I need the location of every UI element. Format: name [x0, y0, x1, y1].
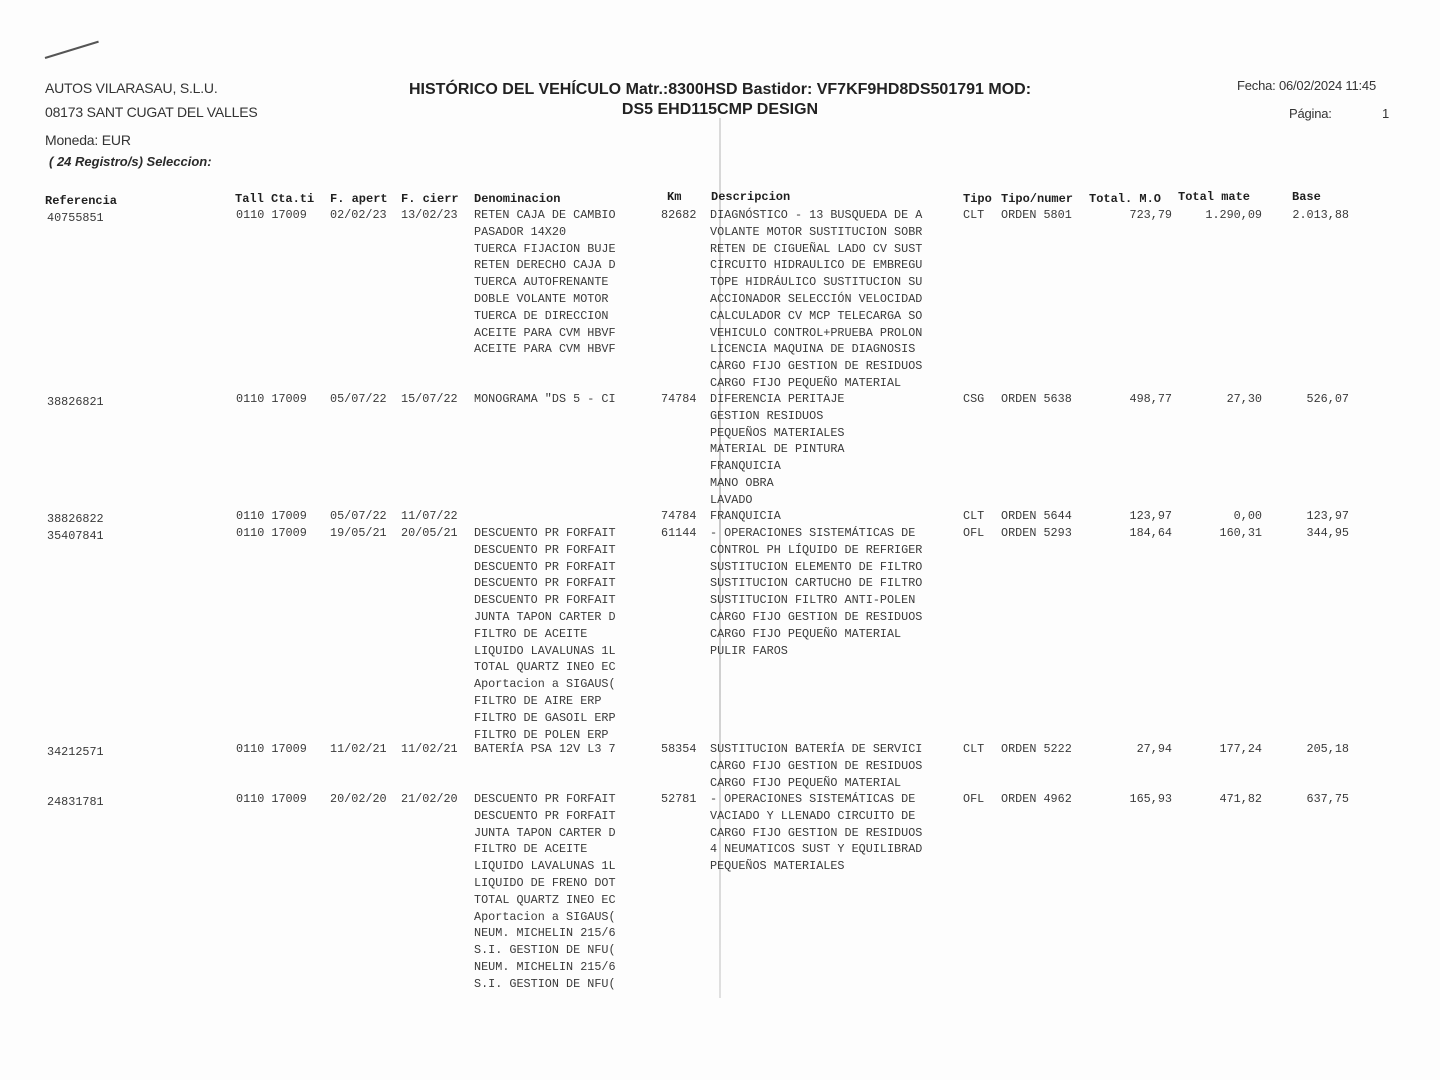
cell-f-apert: 05/07/22 [330, 509, 387, 523]
cell-tipo: CLT [963, 208, 985, 222]
cell-denominacion [474, 791, 616, 993]
cell-descripcion [710, 791, 922, 875]
cell-base: 637,75 [1306, 792, 1349, 806]
denominacion-line: TUERCA DE DIRECCION [474, 308, 609, 323]
cell-base: 205,18 [1306, 742, 1349, 756]
cell-f-apert: 05/07/22 [330, 392, 387, 406]
cell-referencia: 24831781 [47, 795, 104, 809]
denominacion-line: FILTRO DE GASOIL ERP [474, 710, 616, 725]
denominacion-line: LIQUIDO DE FRENO DOT [474, 875, 616, 890]
denominacion-line: BATERÍA PSA 12V L3 7 [474, 742, 616, 756]
cell-total-mo: 498,77 [1129, 392, 1172, 406]
col-km: Km [667, 190, 682, 204]
descripcion-line: 4 NEUMATICOS SUST Y EQUILIBRAD [710, 842, 923, 857]
cell-f-apert: 19/05/21 [330, 526, 387, 540]
denominacion-line: NEUM. MICHELIN 215/6 [474, 959, 616, 974]
denominacion-line: RETEN DERECHO CAJA D [474, 258, 616, 273]
cell-tall-cta: 0110 17009 [236, 208, 307, 222]
cell-km: 61144 [661, 526, 697, 540]
cell-f-cierr: 11/07/22 [401, 509, 458, 523]
denominacion-line: DOBLE VOLANTE MOTOR [474, 291, 609, 306]
cell-total-mo: 165,93 [1129, 792, 1172, 806]
denominacion-line: TOTAL QUARTZ INEO EC [474, 892, 616, 907]
denominacion-line: JUNTA TAPON CARTER D [474, 825, 616, 840]
descripcion-line: PEQUEÑOS MATERIALES [710, 859, 845, 874]
denominacion-line: DESCUENTO PR FORFAIT [474, 576, 616, 591]
cell-km: 58354 [661, 742, 697, 756]
cell-denominacion [474, 391, 616, 408]
denominacion-line: RETEN CAJA DE CAMBIO [474, 208, 616, 222]
cell-total-mate: 27,30 [1226, 392, 1262, 406]
cell-total-mate: 0,00 [1233, 509, 1262, 523]
col-tipo: Tipo [963, 192, 992, 206]
descripcion-line: ACCIONADOR SELECCIÓN VELOCIDAD [710, 291, 923, 306]
cell-tipo-numer: ORDEN 5638 [1001, 392, 1072, 406]
company-name: AUTOS VILARASAU, S.L.U. [45, 80, 218, 96]
cell-tipo: OFL [963, 526, 985, 540]
col-f-apert: F. apert [330, 192, 388, 206]
cell-descripcion [710, 741, 922, 791]
cell-total-mate: 177,24 [1219, 742, 1262, 756]
denominacion-line: TOTAL QUARTZ INEO EC [474, 660, 616, 675]
denominacion-line: Aportacion a SIGAUS( [474, 909, 616, 924]
col-descripcion: Descripcion [711, 190, 791, 204]
denominacion-line: LIQUIDO LAVALUNAS 1L [474, 859, 616, 874]
cell-tall-cta: 0110 17009 [236, 392, 307, 406]
company-address: 08173 SANT CUGAT DEL VALLES [45, 104, 258, 120]
cell-total-mo: 27,94 [1136, 742, 1172, 756]
report-title-line1: HISTÓRICO DEL VEHÍCULO Matr.:8300HSD Bastidor: VF7KF9HD8DS501791 MOD: [408, 81, 1032, 98]
descripcion-line: PULIR FAROS [710, 643, 788, 658]
descripcion-line: CARGO FIJO GESTION DE RESIDUOS [710, 758, 923, 773]
cell-tall-cta: 0110 17009 [236, 526, 307, 540]
cell-base: 2.013,88 [1292, 208, 1349, 222]
cell-descripcion [710, 207, 922, 392]
col-total-mo: Total. M.O [1089, 192, 1162, 206]
cell-tall-cta: 0110 17009 [236, 509, 307, 523]
descripcion-line: VEHICULO CONTROL+PRUEBA PROLON [710, 325, 923, 340]
descripcion-line: SUSTITUCION CARTUCHO DE FILTRO [710, 576, 923, 591]
denominacion-line: DESCUENTO PR FORFAIT [474, 808, 616, 823]
cell-denominacion [474, 525, 616, 743]
report-date: Fecha: 06/02/2024 11:45 [1237, 78, 1376, 93]
cell-tipo: OFL [963, 792, 985, 806]
denominacion-line: TUERCA AUTOFRENANTE [474, 275, 609, 290]
cell-tipo-numer: ORDEN 5801 [1001, 208, 1072, 222]
cell-km: 82682 [661, 208, 697, 222]
cell-km: 74784 [661, 392, 697, 406]
cell-descripcion [710, 525, 922, 659]
descripcion-line: CIRCUITO HIDRAULICO DE EMBREGU [710, 258, 923, 273]
cell-referencia: 34212571 [47, 745, 104, 759]
page-label: Página: [1289, 106, 1332, 121]
descripcion-line: FRANQUICIA [710, 509, 781, 523]
cell-total-mo: 723,79 [1129, 208, 1172, 222]
denominacion-line: Aportacion a SIGAUS( [474, 677, 616, 692]
cell-referencia: 38826822 [47, 512, 104, 526]
descripcion-line: VOLANTE MOTOR SUSTITUCION SOBR [710, 224, 923, 239]
cell-f-cierr: 21/02/20 [401, 792, 458, 806]
descripcion-line: MANO OBRA [710, 475, 774, 490]
descripcion-line: LICENCIA MAQUINA DE DIAGNOSIS [710, 342, 916, 357]
descripcion-line: - OPERACIONES SISTEMÁTICAS DE [710, 792, 916, 806]
denominacion-line: S.I. GESTION DE NFU( [474, 943, 616, 958]
descripcion-line: CARGO FIJO PEQUEÑO MATERIAL [710, 375, 902, 390]
cell-tipo-numer: ORDEN 4962 [1001, 792, 1072, 806]
descripcion-line: SUSTITUCION ELEMENTO DE FILTRO [710, 559, 923, 574]
cell-tall-cta: 0110 17009 [236, 792, 307, 806]
cell-total-mate: 471,82 [1219, 792, 1262, 806]
denominacion-line: PASADOR 14X20 [474, 224, 567, 239]
cell-f-apert: 20/02/20 [330, 792, 387, 806]
cell-base: 123,97 [1306, 509, 1349, 523]
col-referencia: Referencia [45, 194, 118, 208]
descripcion-line: CALCULADOR CV MCP TELECARGA SO [710, 308, 923, 323]
cell-f-cierr: 20/05/21 [401, 526, 458, 540]
descripcion-line: PEQUEÑOS MATERIALES [710, 425, 845, 440]
currency-label: Moneda: EUR [45, 132, 131, 148]
descripcion-line: RETEN DE CIGUEÑAL LADO CV SUST [710, 241, 923, 256]
descripcion-line: CARGO FIJO PEQUEÑO MATERIAL [710, 626, 902, 641]
denominacion-line: DESCUENTO PR FORFAIT [474, 526, 616, 540]
descripcion-line: - OPERACIONES SISTEMÁTICAS DE [710, 526, 916, 540]
denominacion-line: MONOGRAMA "DS 5 - CI [474, 392, 616, 406]
denominacion-line: FILTRO DE ACEITE [474, 626, 588, 641]
descripcion-line: CONTROL PH LÍQUIDO DE REFRIGER [710, 542, 923, 557]
denominacion-line: LIQUIDO LAVALUNAS 1L [474, 643, 616, 658]
col-base: Base [1292, 190, 1321, 204]
descripcion-line: CARGO FIJO GESTION DE RESIDUOS [710, 825, 923, 840]
cell-referencia: 40755851 [47, 211, 104, 225]
col-total-mate: Total mate [1178, 190, 1251, 204]
denominacion-line: ACEITE PARA CVM HBVF [474, 342, 616, 357]
report-title [360, 80, 1080, 120]
cell-tipo: CLT [963, 509, 985, 523]
descripcion-line: DIFERENCIA PERITAJE [710, 392, 845, 406]
cell-base: 526,07 [1306, 392, 1349, 406]
denominacion-line: DESCUENTO PR FORFAIT [474, 542, 616, 557]
cell-f-cierr: 15/07/22 [401, 392, 458, 406]
cell-tipo: CLT [963, 742, 985, 756]
cell-total-mate: 1.290,09 [1205, 208, 1262, 222]
descripcion-line: DIAGNÓSTICO - 13 BUSQUEDA DE A [710, 208, 923, 222]
descripcion-line: VACIADO Y LLENADO CIRCUITO DE [710, 808, 916, 823]
descripcion-line: SUSTITUCION BATERÍA DE SERVICI [710, 742, 923, 756]
descripcion-line: SUSTITUCION FILTRO ANTI-POLEN [710, 593, 916, 608]
cell-referencia: 35407841 [47, 529, 104, 543]
col-f-cierr: F. cierr [401, 192, 459, 206]
denominacion-line: DESCUENTO PR FORFAIT [474, 559, 616, 574]
cell-f-cierr: 11/02/21 [401, 742, 458, 756]
descripcion-line: FRANQUICIA [710, 459, 781, 474]
denominacion-line: DESCUENTO PR FORFAIT [474, 792, 616, 806]
cell-tall-cta: 0110 17009 [236, 742, 307, 756]
denominacion-line: S.I. GESTION DE NFU( [474, 976, 616, 991]
col-denominacion: Denominacion [474, 192, 561, 206]
denominacion-line: FILTRO DE POLEN ERP [474, 727, 609, 742]
col-tipo-numer: Tipo/numer [1001, 192, 1074, 206]
cell-total-mo: 123,97 [1129, 509, 1172, 523]
col-tall-cta: Tall Cta.ti [235, 192, 315, 206]
denominacion-line: NEUM. MICHELIN 215/6 [474, 926, 616, 941]
cell-total-mo: 184,64 [1129, 526, 1172, 540]
descripcion-line: LAVADO [710, 492, 753, 507]
denominacion-line: TUERCA FIJACION BUJE [474, 241, 616, 256]
cell-descripcion [710, 508, 781, 525]
cell-tipo-numer: ORDEN 5644 [1001, 509, 1072, 523]
pen-mark [45, 41, 99, 59]
cell-f-apert: 02/02/23 [330, 208, 387, 222]
cell-km: 52781 [661, 792, 697, 806]
cell-base: 344,95 [1306, 526, 1349, 540]
cell-f-cierr: 13/02/23 [401, 208, 458, 222]
descripcion-line: TOPE HIDRÁULICO SUSTITUCION SU [710, 275, 923, 290]
cell-f-apert: 11/02/21 [330, 742, 387, 756]
report-title-line2: DS5 EHD115CMP DESIGN [621, 101, 819, 118]
selection-label: ( 24 Registro/s) Seleccion: [49, 154, 212, 169]
cell-referencia: 38826821 [47, 395, 104, 409]
denominacion-line: FILTRO DE AIRE ERP [474, 693, 602, 708]
descripcion-line: MATERIAL DE PINTURA [710, 442, 845, 457]
descripcion-line: CARGO FIJO GESTION DE RESIDUOS [710, 609, 923, 624]
cell-descripcion [710, 391, 845, 509]
cell-denominacion [474, 207, 616, 358]
cell-total-mate: 160,31 [1219, 526, 1262, 540]
cell-tipo: CSG [963, 392, 985, 406]
cell-tipo-numer: ORDEN 5293 [1001, 526, 1072, 540]
cell-tipo-numer: ORDEN 5222 [1001, 742, 1072, 756]
descripcion-line: CARGO FIJO GESTION DE RESIDUOS [710, 359, 923, 374]
cell-denominacion [474, 741, 616, 758]
denominacion-line: FILTRO DE ACEITE [474, 842, 588, 857]
cell-km: 74784 [661, 509, 697, 523]
descripcion-line: CARGO FIJO PEQUEÑO MATERIAL [710, 775, 902, 790]
descripcion-line: GESTION RESIDUOS [710, 408, 824, 423]
denominacion-line: ACEITE PARA CVM HBVF [474, 325, 616, 340]
page-number: 1 [1382, 106, 1390, 121]
denominacion-line: DESCUENTO PR FORFAIT [474, 593, 616, 608]
denominacion-line: JUNTA TAPON CARTER D [474, 609, 616, 624]
